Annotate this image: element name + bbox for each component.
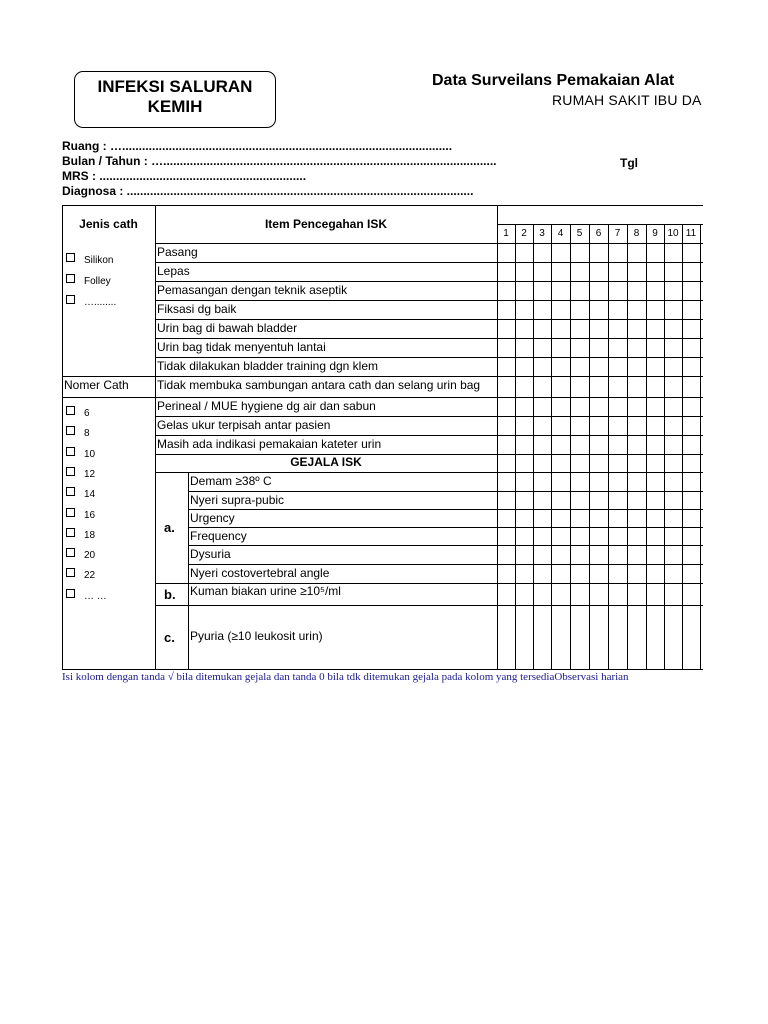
checkbox-label: 18 [84, 529, 96, 541]
field-diagnosa[interactable]: Diagnosa : ........................................................................................................ [62, 184, 474, 198]
table-border-left [62, 205, 63, 670]
table-border-bottom [62, 669, 703, 670]
day-column-line [627, 224, 628, 670]
title-line-1: INFEKSI SALURAN [97, 77, 253, 96]
page-subtitle: RUMAH SAKIT IBU DA [552, 92, 702, 108]
jenis-cath-checkbox[interactable] [66, 274, 111, 287]
day-number: 2 [521, 228, 527, 239]
day-column-line [570, 224, 571, 670]
day-column-line [608, 224, 609, 670]
checkbox-label: …........ [84, 297, 117, 308]
day-number: 3 [539, 228, 545, 239]
day-number: 6 [595, 228, 602, 239]
table-divider-jenis [155, 205, 156, 670]
gejala-row-line [188, 527, 703, 528]
checkbox-icon[interactable] [66, 426, 75, 435]
day-column-line [646, 224, 647, 670]
day-column-line [551, 224, 552, 670]
nomer-cath-checkbox[interactable] [66, 447, 95, 460]
checkbox-icon[interactable] [66, 406, 75, 415]
day-number: 8 [633, 228, 640, 239]
prevention-item: Perineal / MUE hygiene dg air dan sabun [157, 399, 376, 413]
nomer-cath-checkbox[interactable] [66, 589, 107, 602]
day-column-line [515, 224, 516, 670]
checkbox-label: … … [84, 590, 107, 602]
nomer-cath-checkbox[interactable] [66, 528, 95, 541]
gejala-b-item: Kuman biakan urine ≥10⁵/ml [190, 584, 341, 598]
day-column-line [700, 224, 701, 670]
gejala-b-label: b. [164, 587, 176, 602]
prevention-item: Masih ada indikasi pemakaian kateter urin [157, 437, 382, 451]
nomer-cath-checkbox[interactable] [66, 508, 95, 521]
prevention-item: Gelas ukur terpisah antar pasien [157, 418, 331, 432]
nomer-cath-label: Nomer Cath [64, 378, 129, 392]
gejala-a-label: a. [164, 520, 175, 535]
day-number: 9 [652, 228, 658, 239]
field-tgl: Tgl [620, 156, 638, 170]
checkbox-icon[interactable] [66, 508, 75, 517]
day-number: 5 [576, 228, 583, 239]
gejala-a-item: Dysuria [190, 547, 231, 561]
table-border-top [62, 205, 703, 206]
checkbox-icon[interactable] [66, 295, 75, 304]
gejala-a-item: Nyeri supra-pubic [190, 493, 285, 507]
day-header-line [497, 224, 703, 225]
day-column-line [589, 224, 590, 670]
page-title: Data Surveilans Pemakaian Alat [432, 72, 675, 89]
gejala-row-line [188, 605, 703, 606]
day-column-line [664, 224, 665, 670]
day-number: 4 [557, 228, 564, 239]
gejala-label-divider [188, 472, 189, 670]
day-number: 7 [614, 228, 621, 239]
checkbox-icon[interactable] [66, 253, 75, 262]
jenis-cath-checkbox[interactable] [66, 253, 113, 266]
checkbox-label: 10 [84, 448, 96, 460]
prevention-item: Urin bag di bawah bladder [157, 321, 298, 335]
checkbox-icon[interactable] [66, 528, 75, 537]
field-bulan-tahun[interactable]: Bulan / Tahun : ….................................................................................................... [62, 154, 497, 168]
title-box [74, 71, 276, 128]
col-header-item-pencegahan: Item Pencegahan ISK [264, 217, 388, 231]
checkbox-label: 16 [84, 509, 96, 521]
title-line-2: KEMIH [147, 97, 203, 116]
checkbox-label: 20 [84, 550, 96, 562]
day-column-line [533, 224, 534, 670]
checkbox-label: Folley [84, 276, 111, 287]
checkbox-icon[interactable] [66, 487, 75, 496]
checkbox-icon[interactable] [66, 274, 75, 283]
nomer-cath-checkbox[interactable] [66, 568, 95, 581]
col-header-jenis-cath: Jenis cath [79, 217, 138, 231]
gejala-c-item: Pyuria (≥10 leukosit urin) [190, 629, 323, 643]
day-column-line [682, 224, 683, 670]
checkbox-icon[interactable] [66, 447, 75, 456]
prevention-item: Fiksasi dg baik [157, 302, 237, 316]
checkbox-icon[interactable] [66, 568, 75, 577]
checkbox-label: 14 [84, 489, 96, 501]
checkbox-label: 6 [84, 408, 90, 419]
nomer-cath-checkbox[interactable] [66, 426, 90, 439]
checkbox-icon[interactable] [66, 548, 75, 557]
nomer-cath-checkbox[interactable] [66, 406, 90, 419]
nomer-section-line [62, 397, 155, 398]
checkbox-label: 8 [84, 428, 90, 440]
gejala-row-line [188, 509, 703, 510]
nomer-cath-checkbox[interactable] [66, 467, 95, 480]
nomer-cath-checkbox[interactable] [66, 487, 95, 500]
prevention-item: Pasang [157, 245, 198, 259]
prevention-item: Tidak dilakukan bladder training dgn klem [157, 359, 379, 373]
prevention-item: Tidak membuka sambungan antara cath dan selang urin bag [157, 378, 481, 392]
checkbox-label: 12 [84, 468, 96, 480]
gejala-a-item: Demam ≥38º C [190, 474, 272, 488]
prevention-item: Urin bag tidak menyentuh lantai [157, 340, 326, 354]
gejala-row-line [188, 545, 703, 546]
day-number: 1 [503, 228, 509, 239]
gejala-c-label: c. [164, 630, 175, 645]
checkbox-label: Silikon [84, 255, 114, 266]
prevention-item: Pemasangan dengan teknik aseptik [157, 283, 348, 297]
field-ruang[interactable]: Ruang : …................................................................................................... [62, 139, 453, 153]
nomer-cath-checkbox[interactable] [66, 548, 95, 561]
gejala-b-c-line [155, 605, 188, 606]
jenis-cath-checkbox[interactable] [66, 295, 116, 308]
day-number: 10 [667, 228, 679, 239]
gejala-a-item: Frequency [190, 529, 247, 543]
gejala-isk-header: GEJALA ISK [290, 455, 362, 469]
checkbox-icon[interactable] [66, 467, 75, 476]
field-mrs[interactable]: MRS : .............................................................. [62, 169, 307, 183]
day-number: 11 [685, 228, 697, 239]
gejala-a-item: Nyeri costovertebral angle [190, 566, 330, 580]
prevention-item: Lepas [157, 264, 190, 278]
gejala-a-item: Urgency [190, 511, 235, 525]
gejala-a-b-line [155, 583, 188, 584]
day-column-line [497, 205, 498, 670]
footer-note: Isi kolom dengan tanda √ bila ditemukan gejala dan tanda 0 bila tdk ditemukan gejala pada kolom yang tersediaObservasi harian [62, 671, 629, 683]
checkbox-label: 22 [84, 570, 96, 582]
checkbox-icon[interactable] [66, 589, 75, 598]
